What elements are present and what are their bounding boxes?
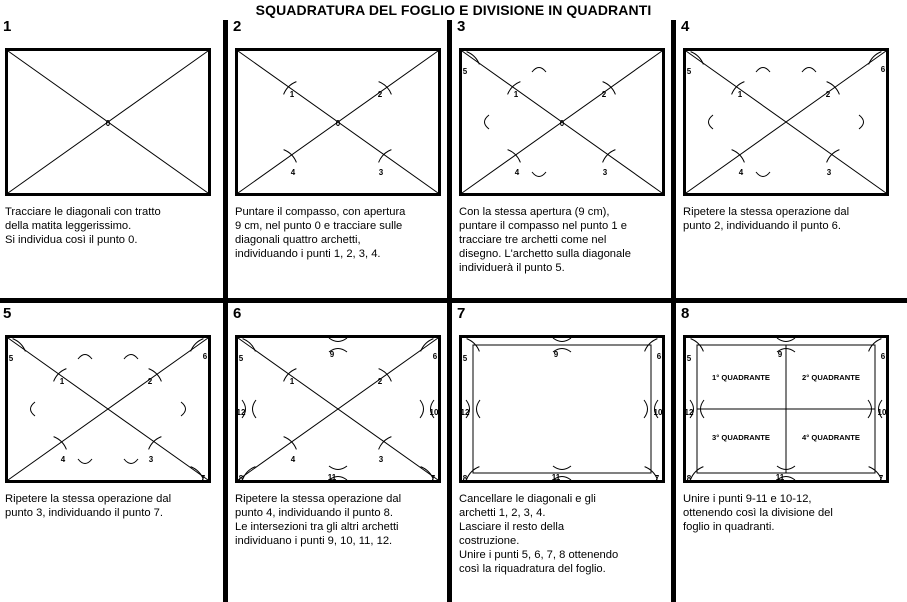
page-title: SQUADRATURA DEL FOGLIO E DIVISIONE IN QUADRANTI: [255, 2, 652, 18]
point-label-1: 1: [289, 90, 295, 99]
inner-frame: [473, 345, 651, 473]
compass-arc: [827, 150, 840, 163]
point-label-5: 5: [686, 67, 692, 76]
description-line: Le intersezioni tra gli altri archetti: [235, 521, 399, 533]
compass-arc: [485, 115, 490, 129]
description-line: tracciare tre archetti come nel: [459, 234, 607, 246]
point-label-2: 2: [147, 377, 153, 386]
point-label-9: 9: [553, 350, 559, 359]
compass-arc: [532, 68, 546, 73]
step-description: [683, 492, 901, 534]
vertical-divider-1: [223, 20, 228, 602]
description-line: costruzione.: [459, 535, 520, 547]
construction-figure: [5, 335, 211, 483]
compass-arc: [644, 400, 648, 418]
compass-arc: [756, 68, 770, 73]
point-label-8: 8: [686, 474, 692, 483]
point-label-10: 10: [653, 408, 663, 417]
point-label-11: 11: [327, 473, 337, 482]
description-line: foglio in quadranti.: [683, 521, 775, 533]
point-label-1: 1: [59, 377, 65, 386]
point-label-11: 11: [775, 473, 785, 482]
point-label-1: 1: [737, 90, 743, 99]
description-line: individuerà il punto 5.: [459, 262, 565, 274]
description-line: individuando i punti 1, 2, 3, 4.: [235, 248, 381, 260]
compass-arc: [149, 437, 162, 450]
description-line: Ripetere la stessa operazione dal: [683, 206, 850, 218]
step-number: 8: [681, 305, 690, 322]
step-description: [5, 492, 223, 520]
description-line: 9 cm, nel punto 0 e tracciare sulle: [235, 220, 403, 232]
compass-arc: [253, 400, 257, 418]
point-label-10: 10: [429, 408, 439, 417]
point-label-0: 0: [335, 119, 341, 128]
point-label-6: 6: [880, 65, 886, 74]
step-number: 7: [457, 305, 466, 322]
point-label-12: 12: [460, 408, 470, 417]
construction-figure: [459, 48, 665, 196]
description-line: archetti 1, 2, 3, 4.: [459, 507, 546, 519]
compass-arc: [329, 338, 347, 342]
point-label-7: 7: [654, 474, 660, 483]
compass-arc: [603, 150, 616, 163]
panel-3: [454, 18, 674, 313]
description-line: così la riquadratura del foglio.: [459, 563, 606, 575]
point-label-2: 2: [825, 90, 831, 99]
quadrant-label-4: 4° QUADRANTE: [802, 433, 860, 442]
compass-arc: [553, 466, 571, 470]
step-number: 5: [3, 305, 12, 322]
compass-arc: [777, 338, 795, 342]
construction-figure: [5, 48, 211, 196]
description-line: puntare il compasso nel punto 1 e: [459, 220, 627, 232]
description-line: della matita leggerissimo.: [5, 220, 132, 232]
step-description: [683, 205, 901, 233]
point-label-12: 12: [236, 408, 246, 417]
compass-arc: [78, 355, 92, 360]
point-label-1: 1: [513, 90, 519, 99]
compass-arc: [379, 150, 392, 163]
description-line: individuano i punti 9, 10, 11, 12.: [235, 535, 393, 547]
step-description: [5, 205, 223, 247]
quadrant-label-2: 2° QUADRANTE: [802, 373, 860, 382]
compass-arc: [709, 115, 714, 129]
point-label-2: 2: [377, 90, 383, 99]
step-number: 3: [457, 18, 466, 35]
compass-arc: [181, 402, 186, 416]
point-label-1: 1: [289, 377, 295, 386]
construction-figure: [459, 335, 665, 483]
point-label-9: 9: [777, 350, 783, 359]
description-line: punto 3, individuando il punto 7.: [5, 507, 163, 519]
point-label-3: 3: [602, 168, 608, 177]
description-line: Lasciare il resto della: [459, 521, 565, 533]
description-line: Puntare il compasso, con apertura: [235, 206, 406, 218]
point-label-9: 9: [329, 350, 335, 359]
compass-arc: [124, 355, 138, 360]
step-description: [459, 492, 677, 576]
compass-arc: [31, 402, 36, 416]
construction-figure: [683, 335, 889, 483]
point-label-11: 11: [551, 473, 561, 482]
panel-7: [454, 305, 674, 600]
description-line: Cancellare le diagonali e gli: [459, 493, 596, 505]
description-line: Unire i punti 5, 6, 7, 8 ottenendo: [459, 549, 619, 561]
point-label-6: 6: [432, 352, 438, 361]
point-label-8: 8: [238, 474, 244, 483]
point-label-12: 12: [684, 408, 694, 417]
description-line: Unire i punti 9-11 e 10-12,: [683, 493, 812, 505]
point-label-2: 2: [601, 90, 607, 99]
point-label-6: 6: [202, 352, 208, 361]
compass-arc: [553, 338, 571, 342]
compass-arc: [859, 115, 864, 129]
description-line: Con la stessa apertura (9 cm),: [459, 206, 610, 218]
description-line: Tracciare le diagonali con tratto: [5, 206, 161, 218]
step-number: 6: [233, 305, 242, 322]
description-line: Si individua così il punto 0.: [5, 234, 138, 246]
step-number: 2: [233, 18, 242, 35]
description-line: Ripetere la stessa operazione dal: [5, 493, 172, 505]
point-label-4: 4: [738, 168, 744, 177]
point-label-4: 4: [514, 168, 520, 177]
step-description: [235, 492, 453, 548]
step-number: 4: [681, 18, 690, 35]
point-label-5: 5: [238, 354, 244, 363]
panel-4: [678, 18, 898, 313]
point-label-4: 4: [290, 168, 296, 177]
point-label-10: 10: [877, 408, 887, 417]
construction-figure: [683, 48, 889, 196]
description-line: punto 4, individuando il punto 8.: [235, 507, 393, 519]
point-label-5: 5: [686, 354, 692, 363]
compass-arc: [78, 459, 92, 464]
point-label-0: 0: [105, 119, 111, 128]
step-description: [235, 205, 453, 261]
quadrant-label-1: 1° QUADRANTE: [712, 373, 770, 382]
compass-arc: [420, 400, 424, 418]
panel-8: [678, 305, 898, 600]
point-label-4: 4: [290, 455, 296, 464]
construction-figure: [235, 48, 441, 196]
point-label-6: 6: [656, 352, 662, 361]
panel-2: [230, 18, 450, 313]
point-label-5: 5: [8, 354, 14, 363]
step-description: [459, 205, 677, 275]
point-label-2: 2: [377, 377, 383, 386]
sheet-border: [461, 337, 664, 482]
description-line: disegno. L'archetto sulla diagonale: [459, 248, 631, 260]
point-label-6: 6: [880, 352, 886, 361]
point-label-3: 3: [378, 455, 384, 464]
description-line: ottenendo così la divisione del: [683, 507, 833, 519]
compass-arc: [802, 68, 816, 73]
description-line: punto 2, individuando il punto 6.: [683, 220, 841, 232]
compass-arc: [379, 437, 392, 450]
step-number: 1: [3, 18, 12, 35]
panel-5: [0, 305, 220, 600]
point-label-4: 4: [60, 455, 66, 464]
compass-arc: [329, 466, 347, 470]
panel-1: [0, 18, 220, 313]
point-label-0: 0: [559, 119, 565, 128]
point-label-7: 7: [430, 474, 436, 483]
point-label-8: 8: [462, 474, 468, 483]
compass-arc: [532, 172, 546, 177]
compass-arc: [756, 172, 770, 177]
quadrant-label-3: 3° QUADRANTE: [712, 433, 770, 442]
compass-arc: [124, 459, 138, 464]
description-line: Ripetere la stessa operazione dal: [235, 493, 402, 505]
panel-6: [230, 305, 450, 600]
point-label-7: 7: [878, 474, 884, 483]
point-label-3: 3: [148, 455, 154, 464]
point-label-7: 7: [200, 474, 206, 483]
construction-figure: [235, 335, 441, 483]
point-label-5: 5: [462, 67, 468, 76]
point-label-3: 3: [378, 168, 384, 177]
point-label-3: 3: [826, 168, 832, 177]
description-line: diagonali quattro archetti,: [235, 234, 361, 246]
compass-arc: [477, 400, 481, 418]
point-label-5: 5: [462, 354, 468, 363]
